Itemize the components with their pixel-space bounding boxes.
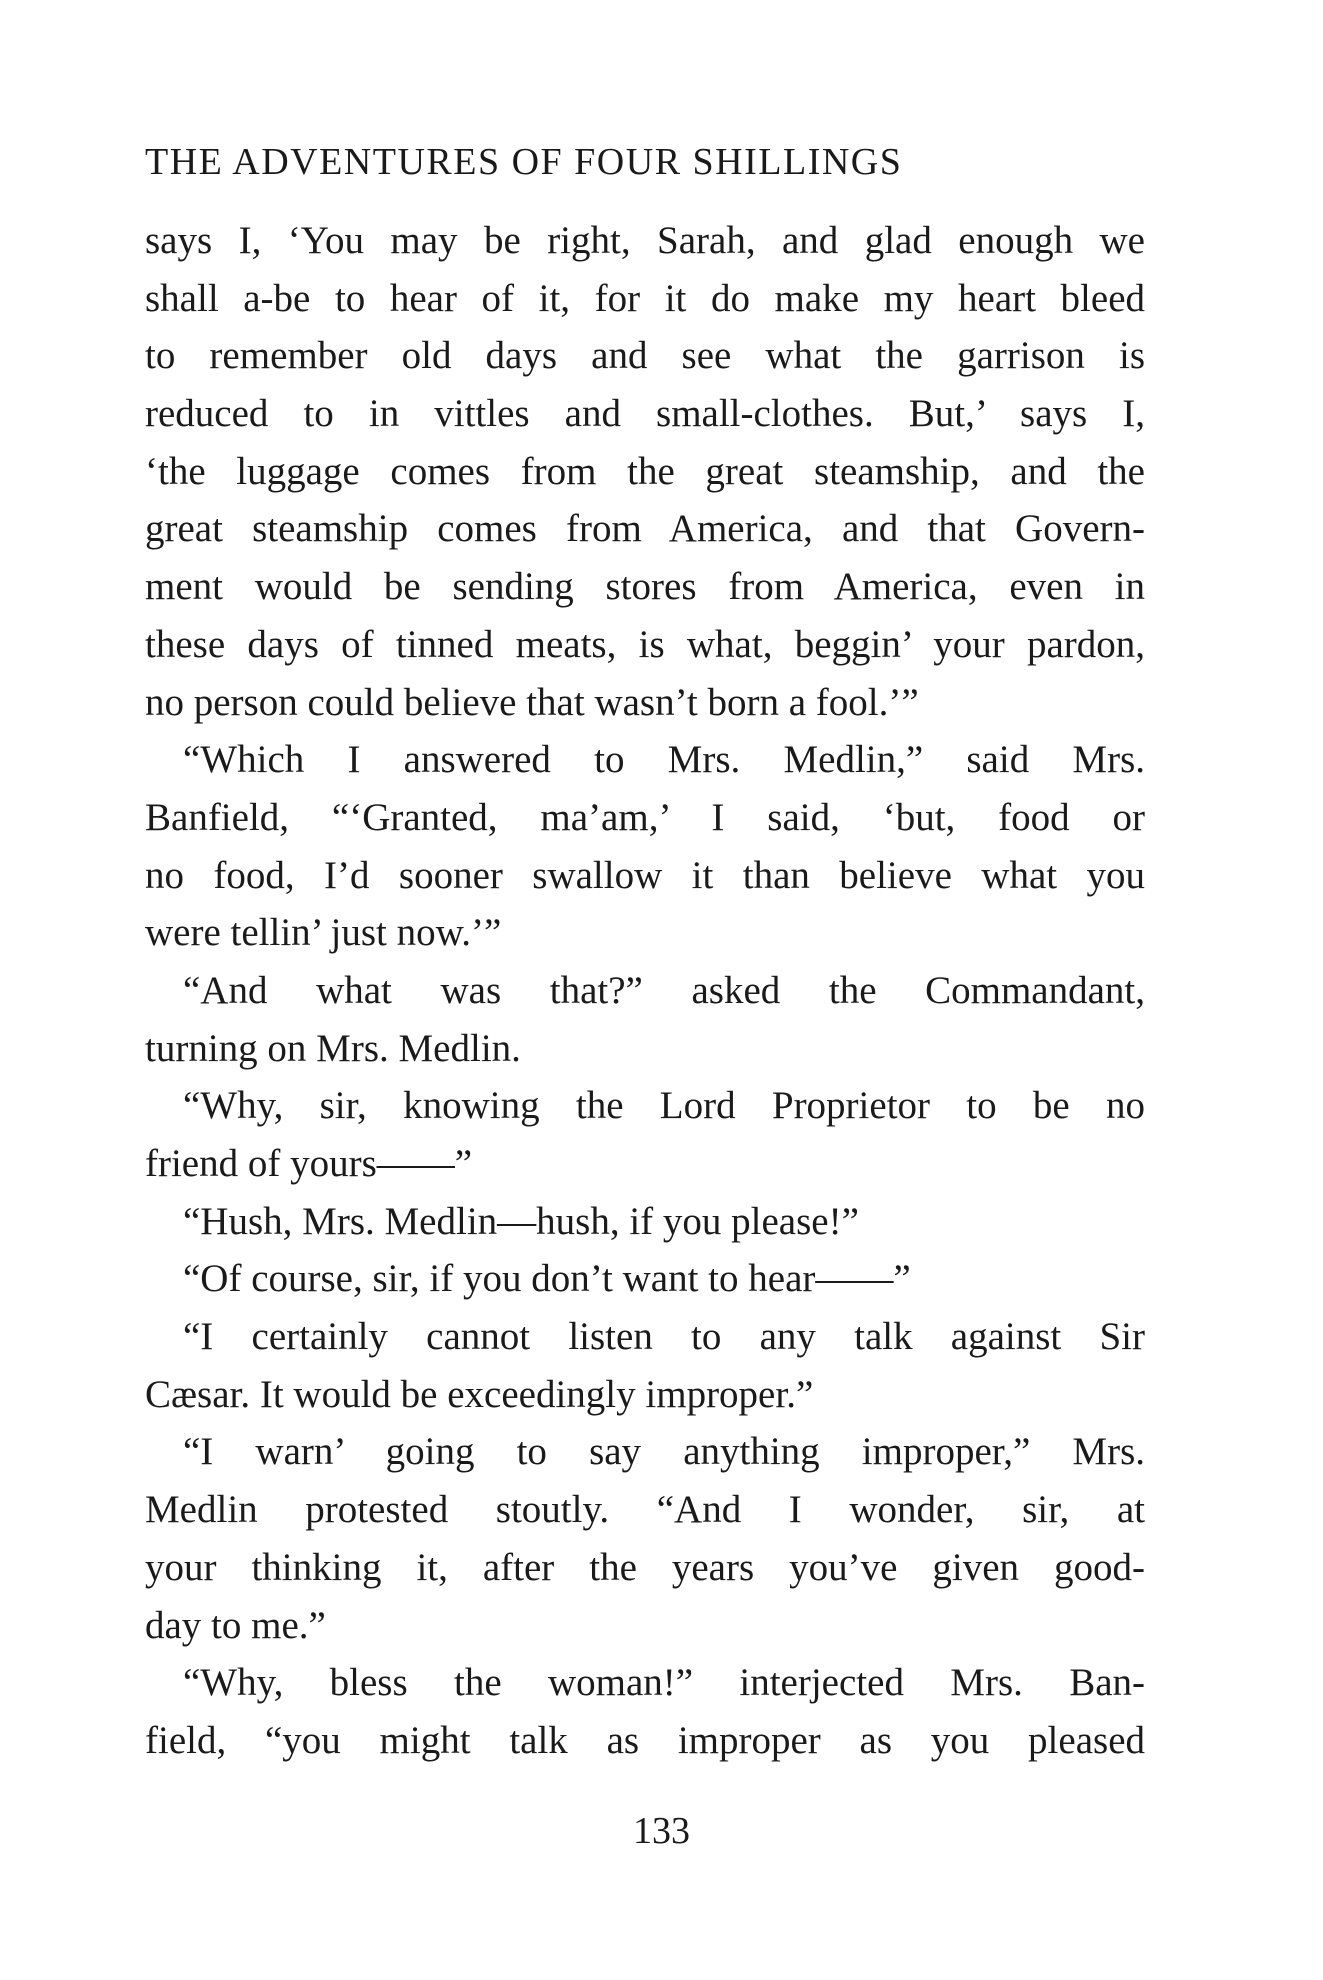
- text-line: “I warn’ going to say anything improper,” Mrs.: [183, 1430, 1145, 1474]
- text-line: “And what was that?” asked the Commandant,: [183, 968, 1145, 1012]
- text-line: “Of course, sir, if you don’t want to hear——”: [183, 1257, 911, 1301]
- text-line: friend of yours——”: [145, 1142, 473, 1185]
- text-line: Cæsar. It would be exceedingly improper.”: [145, 1372, 814, 1416]
- text-line: no food, I’d sooner swallow it than believe what you: [145, 853, 1145, 897]
- text-line: no person could believe that wasn’t born a fool.’”: [145, 680, 919, 724]
- text-line: “I certainly cannot listen to any talk against Sir: [183, 1315, 1145, 1359]
- text-line: these days of tinned meats, is what, beggin’ your pardon,: [145, 622, 1145, 666]
- text-line: reduced to in vittles and small-clothes. But,’ says I,: [145, 392, 1145, 436]
- page-number: 133: [633, 1810, 690, 1852]
- text-line: Banfield, “‘Granted, ma’am,’ I said, ‘but, food or: [145, 795, 1145, 839]
- text-line: says I, ‘You may be right, Sarah, and glad enough we: [145, 219, 1145, 262]
- text-line: great steamship comes from America, and that Govern-: [145, 507, 1145, 551]
- text-line: “Which I answered to Mrs. Medlin,” said Mrs.: [183, 738, 1145, 782]
- text-line: day to me.”: [145, 1603, 326, 1647]
- text-line: “Hush, Mrs. Medlin—hush, if you please!”: [183, 1199, 859, 1243]
- body-text: [145, 212, 1145, 1770]
- text-line: to remember old days and see what the garrison is: [145, 334, 1145, 378]
- text-line: your thinking it, after the years you’ve given good-: [145, 1545, 1145, 1589]
- text-line: “Why, bless the woman!” interjected Mrs. Ban-: [183, 1661, 1145, 1705]
- text-line: were tellin’ just now.’”: [145, 911, 502, 955]
- text-line: turning on Mrs. Medlin.: [145, 1026, 521, 1070]
- text-line: field, “you might talk as improper as you pleased: [145, 1718, 1145, 1762]
- text-line: ment would be sending stores from America, even in: [145, 565, 1145, 609]
- text-line: shall a-be to hear of it, for it do make my heart bleed: [145, 276, 1145, 320]
- text-line: Medlin protested stoutly. “And I wonder, sir, at: [145, 1488, 1145, 1532]
- running-head: THE ADVENTURES OF FOUR SHILLINGS: [145, 141, 903, 183]
- text-line: “Why, sir, knowing the Lord Proprietor to be no: [183, 1084, 1145, 1128]
- text-line: ‘the luggage comes from the great steamship, and the: [145, 449, 1145, 493]
